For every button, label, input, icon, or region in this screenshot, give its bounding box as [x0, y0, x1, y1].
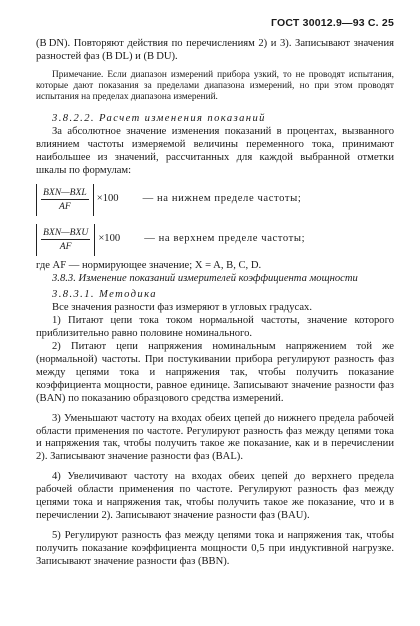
page-content — [36, 38, 394, 569]
section-383-title: 3.8.3. Изменение показаний измерителей коэффициента мощности — [52, 272, 358, 284]
formula-upper — [36, 222, 394, 258]
step-5: 5) Регулируют разность фаз между цепями тока и напряжения так, чтобы получить показание коэффициента мощности 0,5 при индуктивной нагрузке. Записывают значение разности фаз (BBN). — [36, 529, 394, 567]
formula-upper-multiplier: ×100 — [98, 233, 121, 245]
section-3822-title: 3.8.2.2. Расчет изменения показаний — [52, 113, 266, 125]
formula-lower-numerator: BXN—BXL — [43, 187, 87, 199]
formula-lower-multiplier: ×100 — [96, 193, 119, 205]
note-paragraph: Примечание. Если диапазон измерений прибора узкий, то не проводят испытания, которые дают показания за пределами диапазона измерений, но при этом проводят испытания на пределах диапазона измерений. — [36, 69, 394, 102]
formula-upper-label: — на верхнем пределе частоты; — [144, 233, 306, 245]
section-3822-text: За абсолютное значение изменения показаний в процентах, вызванного влиянием частоты измеряемой величины переменного тока, принимают наибольшее из значений, рассчитанных для каждой выбранной отметки шкалы по формулам: — [36, 126, 394, 176]
formula-upper-denominator: AF — [59, 241, 72, 253]
step-1: 1) Питают цепи тока током нормальной частоты, значение которого приблизительно равно половине номинального. — [36, 315, 394, 340]
section-3831-title: 3.8.3.1. Методика — [52, 289, 157, 301]
section-3831-text: Все значения разности фаз измеряют в угловых градусах. — [52, 302, 312, 314]
where-text: где AF — нормирующее значение; X = A, B, C, D. — [36, 259, 262, 271]
formula-lower-label: — на нижнем пределе частоты; — [142, 193, 302, 205]
step-4: 4) Увеличивают частоту на входах обеих цепей до верхнего предела рабочей области применения по частоте. Регулируют разность фаз между цепями тока и напряжения так, чтобы получить такое же показание, что и в перечислении 2). Записывают значение разности фаз (BAU). — [36, 471, 394, 521]
step-2: 2) Питают цепи напряжения номинальным напряжением той же (нормальной) частоты. При постукивании прибора регулируют разность фаз между цепями тока и напряжения так, чтобы получить показание коэффициента мощности, равное единице. Записывают значение разности фаз (BAN) по показанию образцового средства измерений. — [36, 341, 394, 404]
paragraph-top: (B DN). Повторяют действия по перечислениям 2) и 3). Записывают значения разностей фаз (B DL) и (B DU). — [36, 38, 394, 62]
formula-lower-abs — [36, 184, 94, 216]
formula-upper-numerator: BXN—BXU — [43, 227, 89, 239]
step-3: 3) Уменьшают частоту на входах обеих цепей до нижнего предела рабочей области применения по частоте. Регулируют разность фаз между цепями тока и напряжения так, чтобы получить такое же показание, как и в перечислении 2). Записывают значение разности фаз (BAL). — [36, 412, 394, 463]
page-header: ГОСТ 30012.9—93 С. 25 — [271, 17, 394, 29]
formula-lower-denominator: AF — [58, 201, 71, 213]
formula-lower — [36, 182, 394, 218]
formula-upper-abs — [36, 224, 95, 256]
